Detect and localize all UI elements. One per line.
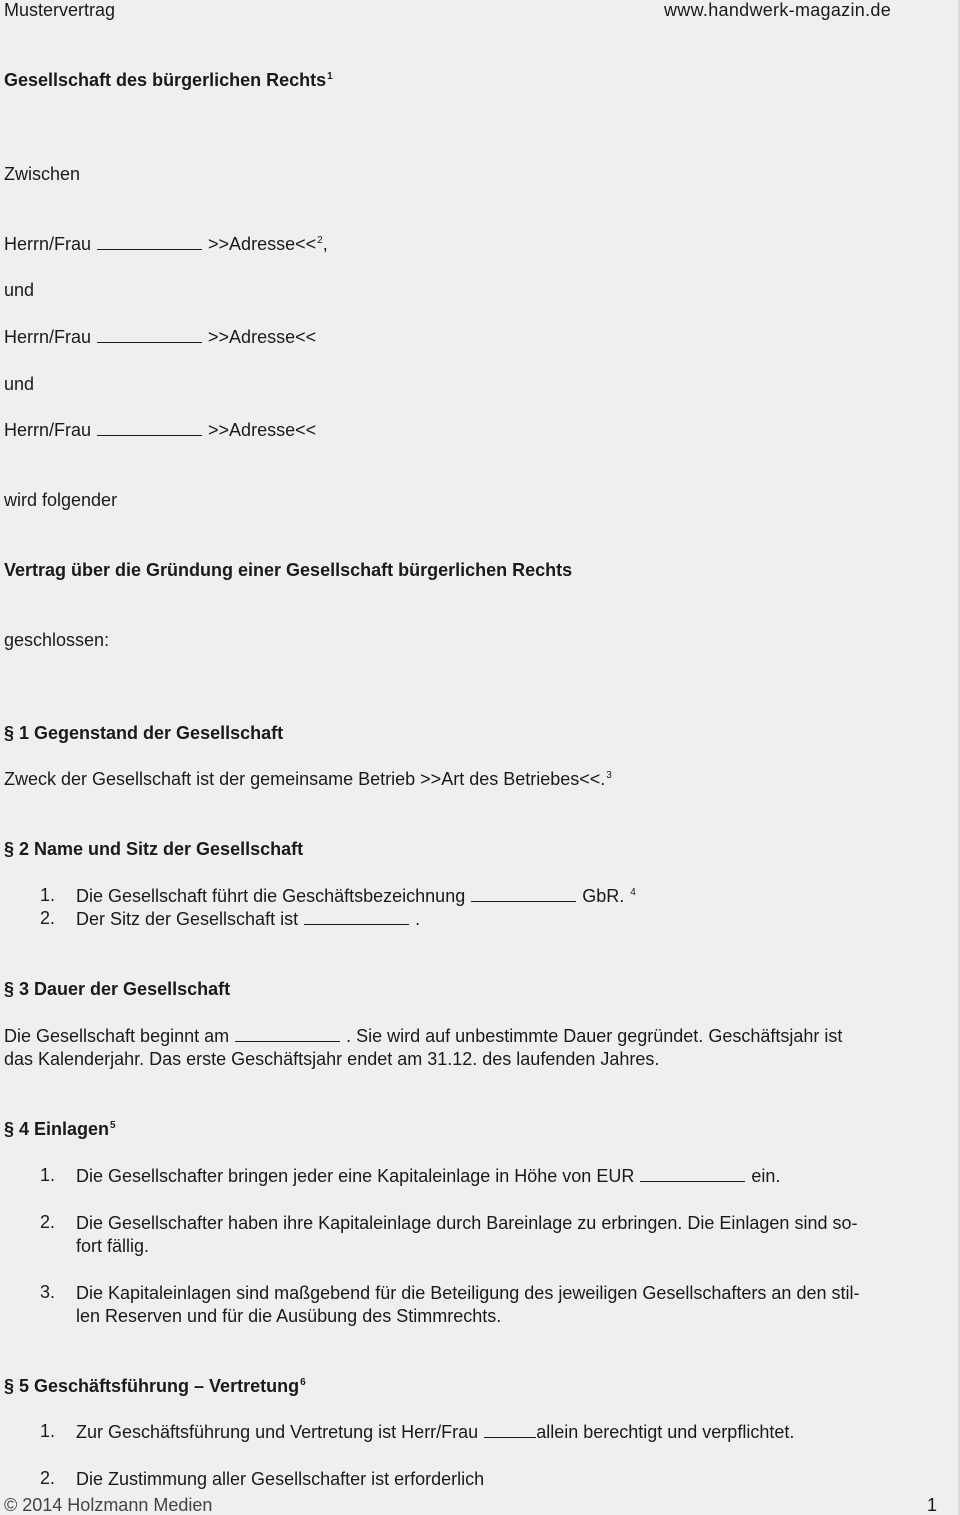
section-1-heading: § 1 Gegenstand der Gesellschaft xyxy=(4,723,284,743)
list-number: 1. xyxy=(40,885,56,905)
footnote-marker: 3 xyxy=(606,770,612,781)
list-number: 3. xyxy=(40,1282,56,1302)
intro-wird: wird folgender xyxy=(4,490,118,510)
footer-copyright: © 2014 Holzmann Medien xyxy=(4,1495,213,1515)
intro-zwischen: Zwischen xyxy=(4,164,81,184)
party-label: Herrn/Frau xyxy=(4,327,92,347)
section-3-text-post: . Sie wird auf unbestimmte Dauer gegründet. Geschäftsjahr ist xyxy=(346,1026,843,1046)
list-number: 2. xyxy=(40,908,56,928)
item-text-post: . xyxy=(415,909,421,929)
section-3-heading: § 3 Dauer der Gesellschaft xyxy=(4,979,231,999)
section-2-item-1 xyxy=(76,885,636,907)
header-doc-type: Mustervertrag xyxy=(4,0,116,20)
blank-line xyxy=(640,1167,745,1182)
section-4-item-2-line-2: fort fällig. xyxy=(76,1236,150,1256)
section-5-heading xyxy=(4,1375,306,1397)
party-suffix: , xyxy=(322,234,328,254)
blank-line xyxy=(97,235,202,250)
party-address: >>Adresse<< xyxy=(208,234,317,254)
list-number: 2. xyxy=(40,1468,56,1488)
header-website: www.handwerk-magazin.de xyxy=(664,0,892,20)
section-1-body: Zweck der Gesellschaft ist der gemeinsame Betrieb >>Art des Betriebes<<. xyxy=(4,769,606,789)
blank-line xyxy=(471,887,576,902)
section-5-heading-text: § 5 Geschäftsführung – Vertretung xyxy=(4,1376,300,1396)
title-text: Gesellschaft des bürgerlichen Rechts xyxy=(4,70,327,90)
intro-und-1: und xyxy=(4,280,35,300)
blank-line xyxy=(97,328,202,343)
item-text: Zur Geschäftsführung und Vertretung ist Herr/Frau xyxy=(76,1422,479,1442)
party-address: >>Adresse<< xyxy=(208,420,317,440)
footnote-marker: 5 xyxy=(110,1120,116,1131)
list-number: 2. xyxy=(40,1212,56,1232)
section-4-heading xyxy=(4,1118,116,1140)
item-text-post: allein berechtigt und verpflichtet. xyxy=(536,1422,795,1442)
list-number: 1. xyxy=(40,1421,56,1441)
footnote-marker: 4 xyxy=(630,887,636,898)
party-3 xyxy=(4,419,316,441)
blank-line xyxy=(97,421,202,436)
item-text: Die Gesellschaft führt die Geschäftsbezeichnung xyxy=(76,886,466,906)
section-4-item-2-line-1: Die Gesellschafter haben ihre Kapitaleinlage durch Bareinlage zu erbringen. Die Einlagen sind so- xyxy=(76,1213,858,1233)
item-text: Der Sitz der Gesellschaft ist xyxy=(76,909,299,929)
intro-geschlossen: geschlossen: xyxy=(4,630,110,650)
party-label: Herrn/Frau xyxy=(4,420,92,440)
intro-und-2: und xyxy=(4,374,35,394)
party-1 xyxy=(4,233,328,255)
footnote-marker: 6 xyxy=(300,1377,306,1388)
page-number: 1 xyxy=(927,1495,938,1515)
section-1-text xyxy=(4,768,612,790)
section-3-line-2: das Kalenderjahr. Das erste Geschäftsjahr endet am 31.12. des laufenden Jahres. xyxy=(4,1049,660,1069)
section-4-item-3-line-2: len Reserven und für die Ausübung des Stimmrechts. xyxy=(76,1306,502,1326)
section-4-item-1 xyxy=(76,1165,780,1187)
party-2 xyxy=(4,326,316,348)
party-label: Herrn/Frau xyxy=(4,234,92,254)
section-5-item-1 xyxy=(76,1421,794,1443)
party-address: >>Adresse<< xyxy=(208,327,317,347)
section-2-item-2 xyxy=(76,908,420,930)
section-3-text: Die Gesellschaft beginnt am xyxy=(4,1026,230,1046)
footnote-marker: 2 xyxy=(317,235,323,246)
section-2-heading: § 2 Name und Sitz der Gesellschaft xyxy=(4,839,304,859)
item-text: Die Gesellschafter bringen jeder eine Kapitaleinlage in Höhe von EUR xyxy=(76,1166,635,1186)
section-4-item-3-line-1: Die Kapitaleinlagen sind maßgebend für die Beteiligung des jeweiligen Gesellschafters an den stil- xyxy=(76,1283,860,1303)
blank-line xyxy=(235,1027,340,1042)
list-number: 1. xyxy=(40,1165,56,1185)
section-4-heading-text: § 4 Einlagen xyxy=(4,1119,110,1139)
section-3-line-1 xyxy=(4,1025,842,1047)
blank-line xyxy=(484,1423,536,1438)
item-text-post: ein. xyxy=(751,1166,781,1186)
item-text-post: GbR. xyxy=(582,886,625,906)
contract-title: Vertrag über die Gründung einer Gesellschaft bürgerlichen Rechts xyxy=(4,560,573,580)
section-5-item-2: Die Zustimmung aller Gesellschafter ist erforderlich xyxy=(76,1469,485,1489)
blank-line xyxy=(304,910,409,925)
footnote-marker: 1 xyxy=(327,71,333,82)
document-title xyxy=(4,69,333,91)
